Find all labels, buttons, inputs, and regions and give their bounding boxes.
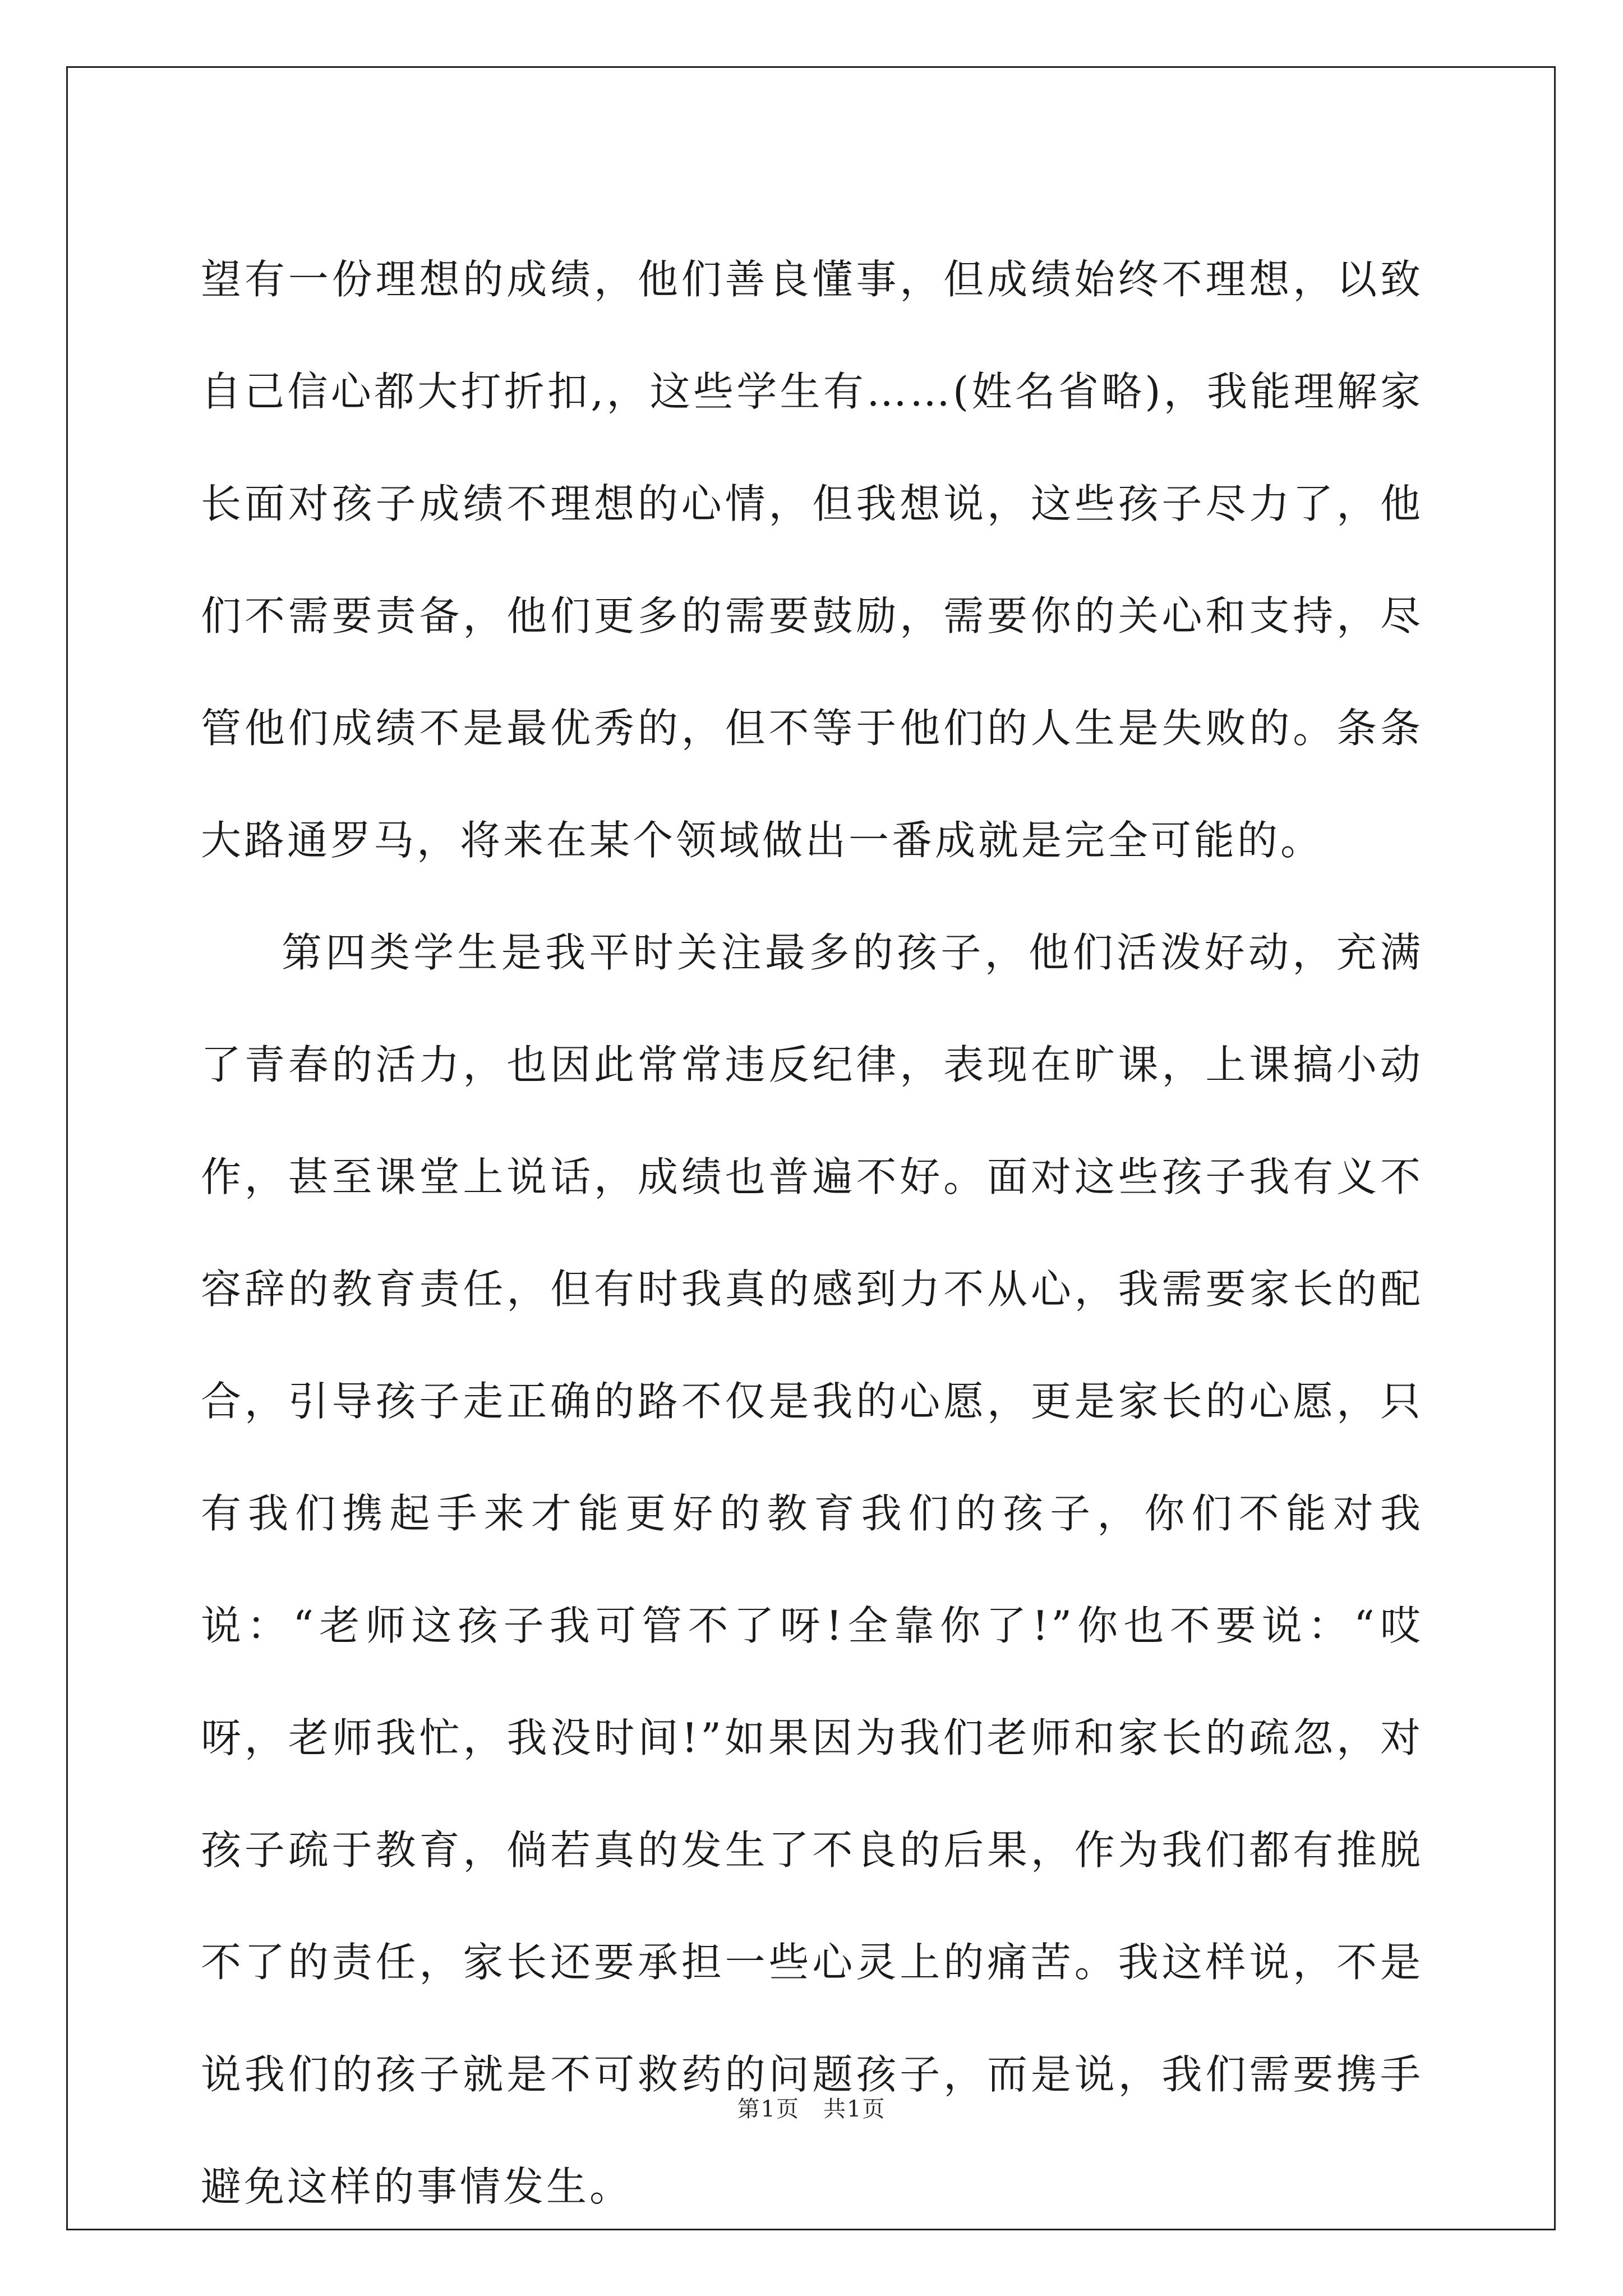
paragraph-1: 望有一份理想的成绩，他们善良懂事，但成绩始终不理想，以致自己信心都大打折扣,，这些学生有……(姓名省略)，我能理解家长面对孩子成绩不理想的心情，但我想说，这些孩子尽力了，他们不需要责备，他们更多的需要鼓励，需要你的关心和支持，尽管他们成绩不是最优秀的，但不等于他们的人生是失败的。条条大路通罗马，将来在某个领域做出一番成就是完全可能的。 — [201, 256, 1423, 864]
paragraph-2: 第四类学生是我平时关注最多的孩子，他们活泼好动，充满了青春的活力，也因此常常违反纪律，表现在旷课，上课搞小动作，甚至课堂上说话，成绩也普遍不好。面对这些孩子我有义不容辞的教育责任，但有时我真的感到力不从心，我需要家长的配合，引导孩子走正确的路不仅是我的心愿，更是家长的心愿，只有我们携起手来才能更好的教育我们的孩子，你们不能对我说：“老师这孩子我可管不了呀!全靠你了!”你也不要说：“哎呀，老师我忙，我没时间!”如果因为我们老师和家长的疏忽，对孩子疏于教育，倘若真的发生了不良的后果，作为我们都有推脱不了的责任，家长还要承担一些心灵上的痛苦。我这样说，不是说我们的孩子就是不可救药的问题孩子，而是说，我们需要携手避免这样的事情发生。 — [201, 929, 1423, 2210]
page-footer: 第1页 共1页 — [737, 2096, 886, 2122]
document-body — [201, 223, 1423, 2243]
